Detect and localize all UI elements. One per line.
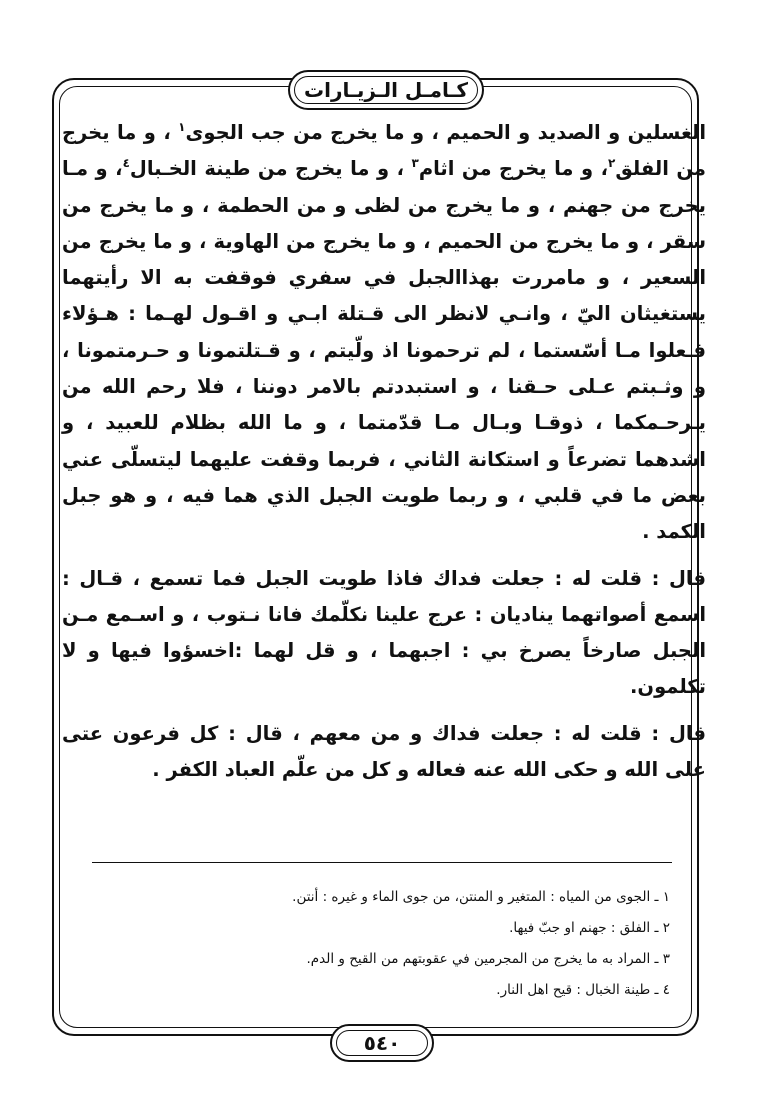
footnote-separator xyxy=(92,862,672,863)
header-title-pill xyxy=(288,70,484,110)
paragraph-1: الغسلين و الصديد و الحميم ، و ما يخرج من جب الجوى$^١$ ، و ما يخرج من الفلق$^٢$، و ما يخرج من اثام$^٣$ ، و ما يخرج من طينة الخـبال$^٤$، و مـا يخرج من جهنم ، و ما يخرج من لظى و من الحطمة ، و ما يخرج من سقر ، و ما يخرج من الحميم ، و ما يخرج من الهاوية ، و ما يخرج من السعير ، و مامررت بهذاالجبل في سفري فوقفت به الا رأيتهما يستغيثان اليّ ، وانـي لانظر الى قـتلة ابـي و اقـول لهـما : هـؤلاء فـعلوا مـا أسّستما ، لم ترحمونا اذ ولّيتم ، و قـتلتمونا و حـرمتمونا ، و وثـبتم عـلى حـقنا ، و استبددتم بالامر دوننا ، فلا رحم الله من يـرحـمكما ، ذوقـا وبـال مـا قدّمتما ، و ما الله بظلام للعبيد ، و اشدهما تضرعاً و استكانة الثاني ، فربما وقفت عليهما ليتسلّى عني بعض ما في قلبي ، و ربما طويت الجبل الذي هما فيه ، و هو جبل الكمد . xyxy=(62,120,707,544)
book-title: كـامـل الـزيـارات xyxy=(304,78,468,102)
footnote-ref-1: ١ xyxy=(178,120,186,134)
footnotes xyxy=(200,882,670,1006)
footnote-ref-2: ٢ xyxy=(607,156,616,171)
footnote-2: ٢ ـ الفلق : جهنم او جبّ فيها. xyxy=(509,920,670,936)
footnote-3: ٣ ـ المراد به ما يخرج من المجرمين في عقوبتهم من القيح و الدم. xyxy=(306,951,670,967)
main-text xyxy=(62,115,706,788)
paragraph-2: قال : قلت له : جعلت فداك فاذا طويت الجبل فما تسمع ، قـال : اسمع أصواتهما يناديان : عرج علينا نكلّمك فانا نـتوب ، و اسـمع مـن الجبل صارخاً يصرخ بي : اجبهما ، و قل لهما :اخسؤوا فيها و لا تكلمون. xyxy=(62,566,706,699)
paragraph-3: قال : قلت له : جعلت فداك و من معهم ، قال : كل فرعون عتى على الله و حكى الله عنه فعاله و كل من علّم العباد الكفر . xyxy=(62,721,706,782)
footnote-4: ٤ ـ طينة الخبال : قيح اهل النار. xyxy=(496,982,670,998)
page-number-pill xyxy=(330,1024,434,1062)
footnote-1: ١ ـ الجوى من المياه : المتغير و المنتن، من جوى الماء و غيره : أنتن. xyxy=(292,889,670,905)
footnote-ref-3: ٣ xyxy=(411,156,419,171)
page-number: ٥٤٠ xyxy=(363,1031,401,1055)
footnote-ref-4: ٤ xyxy=(122,156,130,171)
